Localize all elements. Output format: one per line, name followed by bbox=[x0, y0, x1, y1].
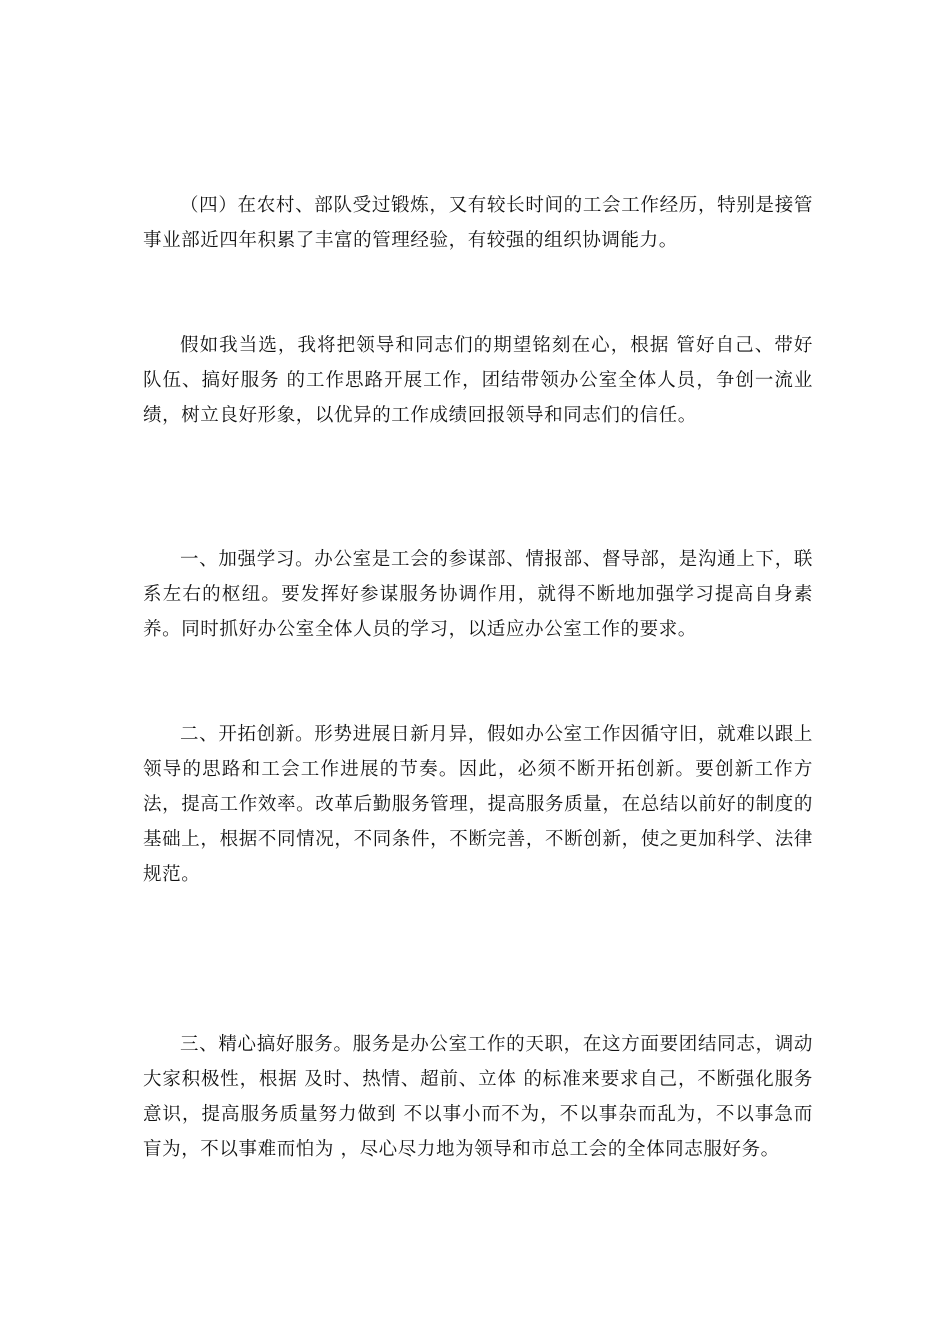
paragraph-innovation: 二、开拓创新。形势进展日新月异，假如办公室工作因循守旧，就难以跟上领导的思路和工会工作进展的节奏。因此，必须不断开拓创新。要创新工作方法，提高工作效率。改革后勤服务管理，提高服务质量，在总结以前好的制度的基础上，根据不同情况，不同条件，不断完善，不断创新，使之更加科学、法律规范。 bbox=[143, 724, 813, 885]
paragraph-pledge: 假如我当选，我将把领导和同志们的期望铭刻在心，根据 管好自己、带好队伍、搞好服务 的工作思路开展工作，团结带领办公室全体人员，争创一流业绩，树立良好形象，以优异的工作成绩回报领导和同志们的信任。 bbox=[143, 335, 813, 426]
paragraph-strengthen-learning: 一、加强学习。办公室是工会的参谋部、情报部、督导部，是沟通上下，联系左右的枢纽。要发挥好参谋服务协调作用，就得不断地加强学习提高自身素养。同时抓好办公室全体人员的学习，以适应办公室工作的要求。 bbox=[143, 549, 813, 640]
paragraph-qualifications: （四）在农村、部队受过锻炼，又有较长时间的工会工作经历，特别是接管事业部近四年积累了丰富的管理经验，有较强的组织协调能力。 bbox=[143, 195, 813, 251]
paragraph-service: 三、精心搞好服务。服务是办公室工作的天职，在这方面要团结同志，调动大家积极性，根据 及时、热情、超前、立体 的标准来要求自己，不断强化服务意识，提高服务质量努力做到 不以事小而不为，不以事杂而乱为，不以事急而盲为，不以事难而怕为 ，尽心尽力地为领导和市总工会的全体同志服好务。 bbox=[143, 1034, 813, 1160]
